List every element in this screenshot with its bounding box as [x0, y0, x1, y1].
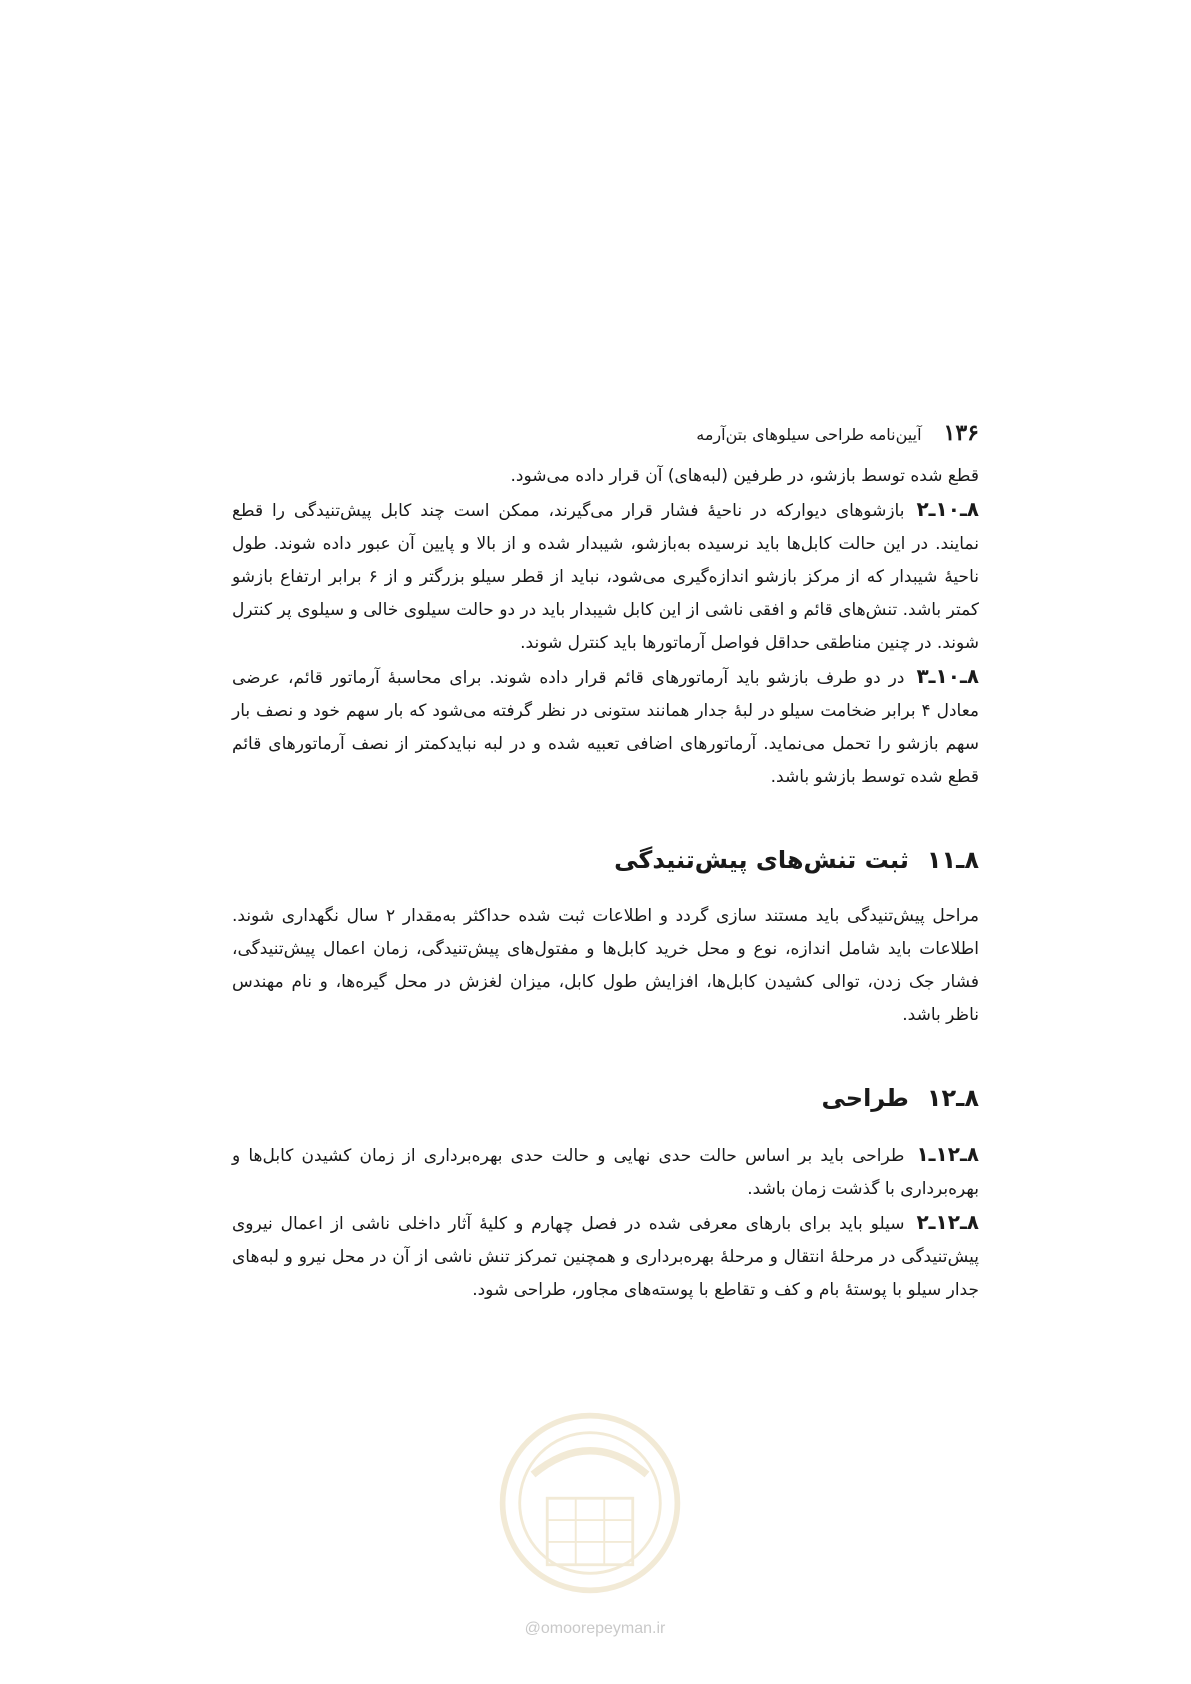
clause-text: سیلو باید برای بارهای معرفی شده در فصل چهارم و کلیهٔ آثار داخلی ناشی از اعمال نیروی پیش‌تنیدگی در مرحلهٔ انتقال و مرحلهٔ بهره‌برداری و همچنین تمرکز تنش ناشی از آن در محل نیرو و لبه‌های جدار سیلو با پوستهٔ بام و کف و تقاطع با پوسته‌های مجاور، طراحی شود.: [232, 1214, 979, 1300]
clause-8-12-2: [232, 1206, 979, 1307]
clause-8-10-3: [232, 660, 979, 794]
section-number: ۸ـ۱۱: [926, 846, 979, 874]
section-title: طراحی: [821, 1084, 909, 1112]
book-title: آیین‌نامه طراحی سیلوهای بتن‌آرمه: [696, 425, 922, 444]
section-heading-8-12: [232, 1080, 979, 1116]
section-8-11-paragraph: مراحل پیش‌تنیدگی باید مستند سازی گردد و اطلاعات ثبت شده حداکثر به‌مقدار ۲ سال نگهداری شوند. اطلاعات باید شامل اندازه، نوع و محل خرید کابل‌ها و مفتول‌های پیش‌تنیدگی، زمان اعمال پیش‌تنیدگی، فشار جک زدن، توالی کشیدن کابل‌ها، افزایش طول کابل، میزان لغزش در محل گیره‌ها، و نام مهندس ناظر باشد.: [232, 906, 979, 1025]
document-page: [232, 420, 979, 1307]
section-heading-8-11: [232, 842, 979, 878]
clause-text: طراحی باید بر اساس حالت حدی نهایی و حالت حدی بهره‌برداری از زمان کشیدن کابل‌ها و بهره‌برداری با گذشت زمان باشد.: [232, 1146, 979, 1199]
continuation-paragraph: قطع شده توسط بازشو، در طرفین (لبه‌های) آن قرار داده می‌شود.: [510, 466, 979, 486]
clause-number: ۸ـ۱۰ـ۲: [916, 497, 979, 521]
running-header: [232, 420, 979, 460]
clause-number: ۸ـ۱۲ـ۱: [916, 1142, 979, 1166]
clause-number: ۸ـ۱۲ـ۲: [916, 1210, 979, 1234]
clause-text: بازشوهای دیوارکه در ناحیهٔ فشار قرار می‌گیرند، ممکن است چند کابل پیش‌تنیدگی را قطع نمایند. در این حالت کابل‌ها باید نرسیده به‌بازشو، شیبدار شده و از بالا و پایین آن عبور داده شوند. طول ناحیهٔ شیبدار که از مرکز بازشو اندازه‌گیری می‌شود، نباید از قطر سیلو بزرگتر و از ۶ برابر ارتفاع بازشو کمتر باشد. تنش‌های قائم و افقی ناشی از این کابل شیبدار باید در دو حالت سیلوی خالی و سیلوی پر کنترل شوند. در چنین مناطقی حداقل فواصل آرماتورها باید کنترل شوند.: [232, 501, 979, 653]
watermark-seal-icon: [495, 1408, 685, 1598]
section-title: ثبت تنش‌های پیش‌تنیدگی: [614, 846, 909, 874]
clause-8-12-1: [232, 1138, 979, 1206]
clause-number: ۸ـ۱۰ـ۳: [916, 664, 979, 688]
section-number: ۸ـ۱۲: [926, 1084, 979, 1112]
clause-8-10-2: [232, 493, 979, 660]
page-number: ۱۳۶: [943, 420, 979, 446]
clause-text: در دو طرف بازشو باید آرماتورهای قائم قرار داده شوند. برای محاسبهٔ آرماتور قائم، عرضی معادل ۴ برابر ضخامت سیلو در لبهٔ جدار همانند ستونی در نظر گرفته می‌شود که بار سهم خود و نصف بار سهم بازشو را تحمل می‌نماید. آرماتورهای اضافی تعبیه شده و در لبه نبایدکمتر از نصف آرماتورهای قائم قطع شده توسط بازشو باشد.: [232, 668, 980, 787]
watermark-url: @omoorepeyman.ir: [524, 1620, 666, 1637]
